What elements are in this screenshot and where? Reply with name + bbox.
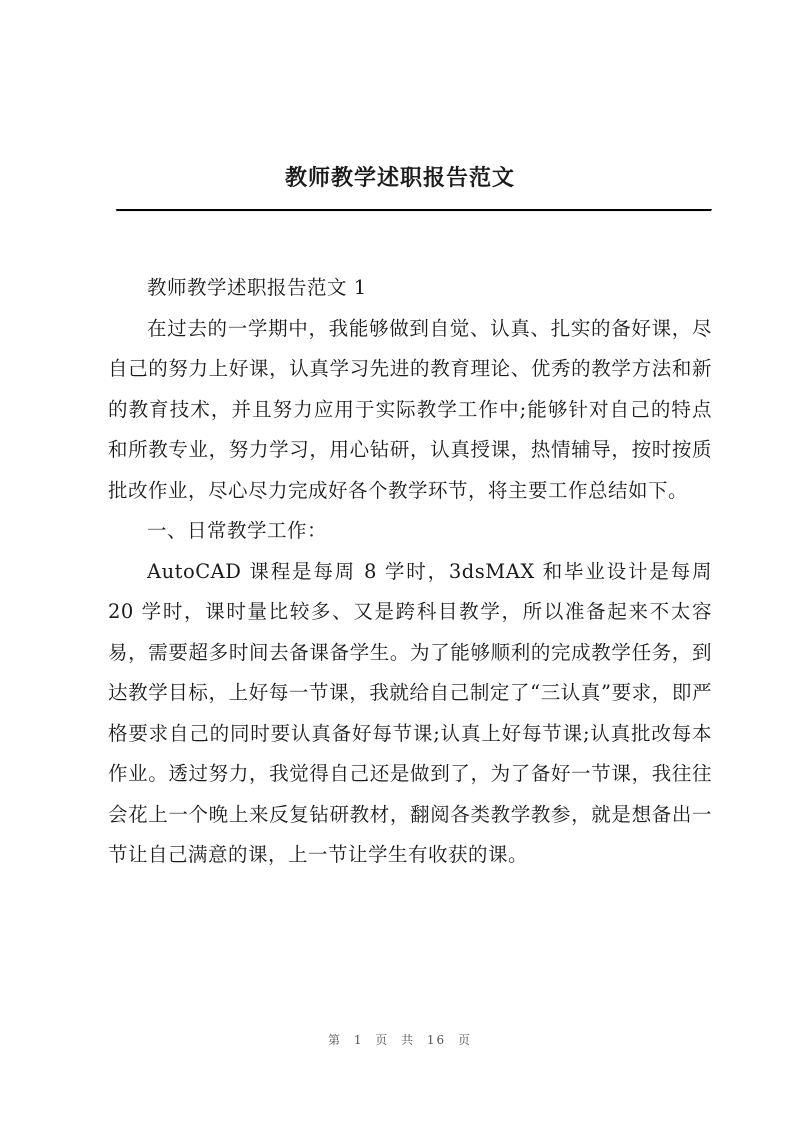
title-divider — [116, 209, 712, 212]
document-body — [108, 268, 712, 876]
body-paragraph: AutoCAD 课程是每周 8 学时，3dsMAX 和毕业设计是每周 20 学时，课时量比较多、又是跨科目教学，所以准备起来不太容易，需要超多时间去备课备学生。为了能够顺利的完成教学任务，到达教学目标，上好每一节课，我就给自己制定了“三认真”要求，即严格要求自己的同时要认真备好每节课;认真上好每节课;认真批改每本作业。透过努力，我觉得自己还是做到了，为了备好一节课，我往往会花上一个晚上来反复钻研教材，翻阅各类教学教参，就是想备出一节让自己满意的课，上一节让学生有收获的课。 — [108, 559, 712, 866]
body-paragraph: 在过去的一学期中，我能够做到自觉、认真、扎实的备好课，尽自己的努力上好课，认真学习先进的教育理论、优秀的教学方法和新的教育技术，并且努力应用于实际教学工作中;能够针对自己的特点和所教专业，努力学习，用心钻研，认真授课，热情辅导，按时按质批改作业，尽心尽力完成好各个教学环节，将主要工作总结如下。 — [108, 316, 712, 502]
document-title: 教师教学述职报告范文 — [284, 165, 515, 191]
page-footer: 第 1 页 共 16 页 — [328, 1033, 472, 1047]
section-heading: 教师教学述职报告范文 1 — [147, 276, 367, 299]
subsection-heading: 一、日常教学工作： — [147, 519, 328, 542]
